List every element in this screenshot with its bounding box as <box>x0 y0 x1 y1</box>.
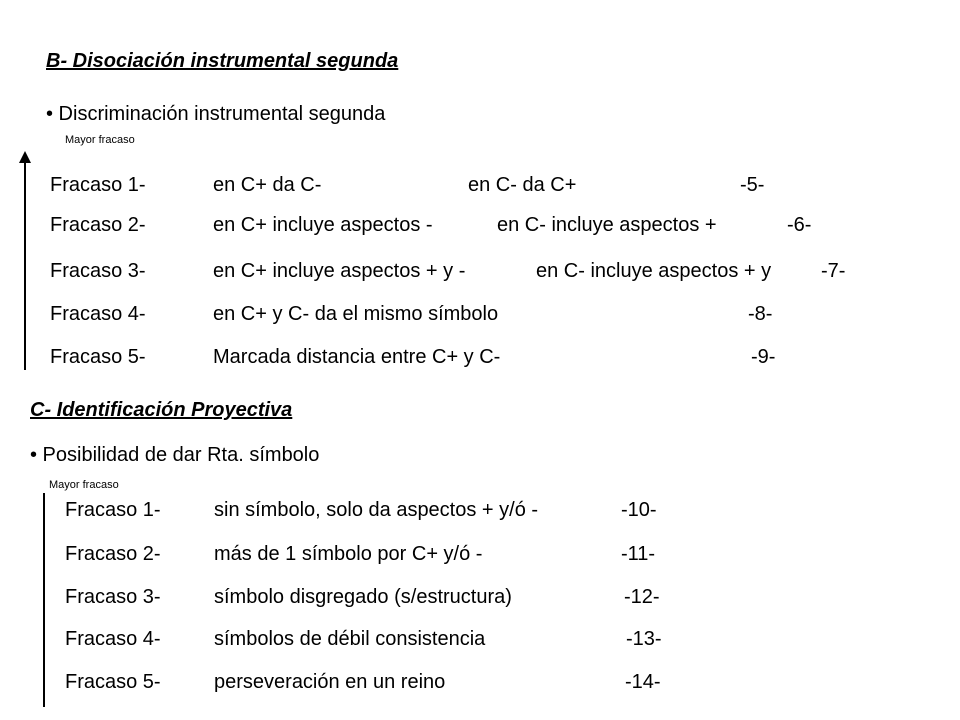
section-b-row-5-label: Fracaso 5- <box>50 346 146 368</box>
section-b-bullet: • Discriminación instrumental segunda <box>46 103 386 125</box>
section-b-row-5-c1: Marcada distancia entre C+ y C- <box>213 346 501 368</box>
section-c-row-4-c1: símbolos de débil consistencia <box>214 628 486 650</box>
section-b-row-3-c2: en C- incluye aspectos + y <box>536 260 772 282</box>
section-c-row-5-code: -14- <box>625 671 661 693</box>
section-c-row-4-code: -13- <box>626 628 662 650</box>
section-c-row-2-code: -11- <box>621 543 656 565</box>
section-b-row-1-label: Fracaso 1- <box>50 174 146 196</box>
section-b-row-3-code: -7- <box>821 260 846 282</box>
section-b-row-2-label: Fracaso 2- <box>50 214 146 236</box>
section-c-bullet: • Posibilidad de dar Rta. símbolo <box>30 444 320 466</box>
section-c-heading: C- Identificación Proyectiva <box>30 399 293 421</box>
section-c-row-5-label: Fracaso 5- <box>65 671 161 693</box>
section-c-row-3-c1: símbolo disgregado (s/estructura) <box>214 586 512 608</box>
section-b-heading: B- Disociación instrumental segunda <box>46 50 399 72</box>
section-c-row-2-c1: más de 1 símbolo por C+ y/ó - <box>214 543 483 565</box>
section-b-row-5-code: -9- <box>751 346 776 368</box>
section-b-row-2-c1: en C+ incluye aspectos - <box>213 214 433 236</box>
section-c-arrow-label: Mayor fracaso <box>49 479 119 491</box>
section-b-row-4-code: -8- <box>748 303 773 325</box>
section-b-arrow-label: Mayor fracaso <box>65 134 135 146</box>
section-b-row-2-c2: en C- incluye aspectos + <box>497 214 717 236</box>
section-b-row-4-label: Fracaso 4- <box>50 303 146 325</box>
section-b-row-1-c1: en C+ da C- <box>213 174 322 196</box>
section-c-row-3-label: Fracaso 3- <box>65 586 161 608</box>
section-b-row-3-c1: en C+ incluye aspectos + y - <box>213 260 466 282</box>
section-c-row-1-code: -10- <box>621 499 657 521</box>
up-arrow-shaft <box>24 161 26 370</box>
section-c-row-4-label: Fracaso 4- <box>65 628 161 650</box>
section-c-row-5-c1: perseveración en un reino <box>214 671 446 693</box>
section-c-row-3-code: -12- <box>624 586 660 608</box>
section-c-vertical-line <box>43 493 45 707</box>
section-b-row-1-c2: en C- da C+ <box>468 174 577 196</box>
section-b-row-1-code: -5- <box>740 174 765 196</box>
section-c-row-2-label: Fracaso 2- <box>65 543 161 565</box>
section-b-row-3-label: Fracaso 3- <box>50 260 146 282</box>
section-c-row-1-c1: sin símbolo, solo da aspectos + y/ó - <box>214 499 539 521</box>
section-c-row-1-label: Fracaso 1- <box>65 499 161 521</box>
section-b-row-2-code: -6- <box>787 214 812 236</box>
section-b-row-4-c1: en C+ y C- da el mismo símbolo <box>213 303 499 325</box>
